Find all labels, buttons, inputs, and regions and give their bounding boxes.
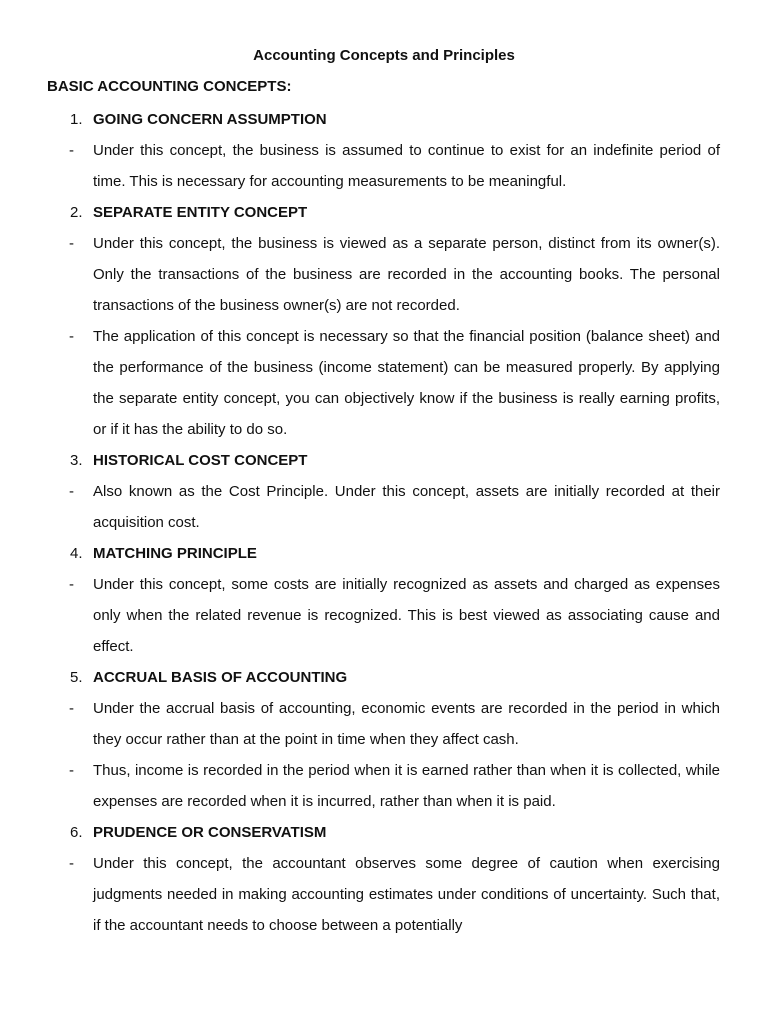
bullet-dash: - bbox=[69, 328, 74, 345]
bullet-text: The application of this concept is necessary so that the financial position (balance sheet) and the performance of the business (income statement) can be measured properly. By applying the separate entity concept, you can objectively know if the business is really earning profits, or if it has the ability to do so. bbox=[93, 328, 720, 438]
concept-number: 6. bbox=[70, 824, 83, 841]
bullet-text: Under this concept, the business is viewed as a separate person, distinct from its owner(s). Only the transactions of the business are recorded in the accounting books. The personal transactions of the business owner(s) are not recorded. bbox=[93, 235, 720, 314]
bullet-dash: - bbox=[69, 235, 74, 252]
concept-heading bbox=[0, 104, 768, 135]
bullet-dash: - bbox=[69, 762, 74, 779]
concept-title: SEPARATE ENTITY CONCEPT bbox=[93, 204, 308, 221]
bullet-paragraph bbox=[69, 848, 720, 941]
concept-heading bbox=[0, 538, 768, 569]
concept-number: 5. bbox=[70, 669, 83, 686]
concept-number: 1. bbox=[70, 111, 83, 128]
concept-number: 4. bbox=[70, 545, 83, 562]
concept-title: HISTORICAL COST CONCEPT bbox=[93, 452, 308, 469]
concept-title: MATCHING PRINCIPLE bbox=[93, 545, 257, 562]
bullet-dash: - bbox=[69, 142, 74, 159]
concept-title: ACCRUAL BASIS OF ACCOUNTING bbox=[93, 669, 348, 686]
concept-heading bbox=[0, 197, 768, 228]
bullet-dash: - bbox=[69, 576, 74, 593]
bullet-text: Under this concept, the accountant observes some degree of caution when exercising judgments needed in making accounting estimates under conditions of uncertainty. Such that, if the accountant needs to choose between a potentially bbox=[93, 855, 720, 934]
bullet-text: Thus, income is recorded in the period when it is earned rather than when it is collected, while expenses are recorded when it is incurred, rather than when it is paid. bbox=[93, 762, 720, 810]
bullet-paragraph bbox=[69, 693, 720, 755]
concept-number: 3. bbox=[70, 452, 83, 469]
bullet-text: Also known as the Cost Principle. Under this concept, assets are initially recorded at their acquisition cost. bbox=[93, 483, 720, 531]
document-title: Accounting Concepts and Principles bbox=[253, 47, 515, 64]
concept-title: PRUDENCE OR CONSERVATISM bbox=[93, 824, 327, 841]
bullet-text: Under this concept, some costs are initially recognized as assets and charged as expenses only when the related revenue is recognized. This is best viewed as associating cause and effect. bbox=[93, 576, 720, 655]
bullet-paragraph bbox=[69, 228, 720, 321]
bullet-paragraph bbox=[69, 135, 720, 197]
concept-number: 2. bbox=[70, 204, 83, 221]
bullet-paragraph bbox=[69, 321, 720, 445]
concept-heading bbox=[0, 445, 768, 476]
concept-heading bbox=[0, 817, 768, 848]
section-heading: BASIC ACCOUNTING CONCEPTS: bbox=[47, 78, 292, 95]
concept-list bbox=[0, 104, 768, 941]
bullet-paragraph bbox=[69, 755, 720, 817]
bullet-paragraph bbox=[69, 569, 720, 662]
bullet-dash: - bbox=[69, 700, 74, 717]
bullet-paragraph bbox=[69, 476, 720, 538]
concept-heading bbox=[0, 662, 768, 693]
bullet-dash: - bbox=[69, 483, 74, 500]
bullet-text: Under this concept, the business is assumed to continue to exist for an indefinite period of time. This is necessary for accounting measurements to be meaningful. bbox=[93, 142, 720, 190]
concept-title: GOING CONCERN ASSUMPTION bbox=[93, 111, 327, 128]
bullet-text: Under the accrual basis of accounting, economic events are recorded in the period in which they occur rather than at the point in time when they affect cash. bbox=[93, 700, 720, 748]
bullet-dash: - bbox=[69, 855, 74, 872]
